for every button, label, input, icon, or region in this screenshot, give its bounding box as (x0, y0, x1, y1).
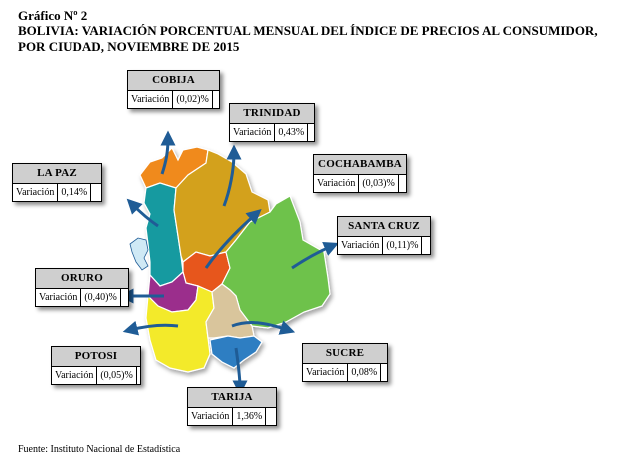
city-name: SANTA CRUZ (338, 217, 430, 237)
variation-value: 0,14% (58, 184, 91, 201)
variation-label: Variación (188, 408, 233, 425)
variation-label: Variación (52, 367, 97, 384)
source-note: Fuente: Instituto Nacional de Estadística (18, 444, 181, 455)
variation-value: (0,02)% (173, 91, 213, 108)
variation-value: (0,03)% (359, 175, 399, 192)
city-box-potosi (51, 346, 141, 385)
variation-label: Variación (338, 237, 383, 254)
city-name: POTOSI (52, 347, 140, 367)
city-name: TRINIDAD (230, 104, 314, 124)
city-name: LA PAZ (13, 164, 101, 184)
city-box-cobija (127, 70, 220, 109)
city-box-sucre (302, 343, 388, 382)
city-name: ORURO (36, 269, 128, 289)
lake-titicaca (130, 238, 148, 270)
variation-value: 1,36% (233, 408, 266, 425)
city-box-santacruz (337, 216, 431, 255)
city-box-oruro (35, 268, 129, 307)
figure-label: Gráfico Nº 2 (18, 8, 88, 23)
city-box-tarija (187, 387, 277, 426)
variation-label: Variación (314, 175, 359, 192)
variation-value: 0,08% (348, 364, 381, 381)
variation-label: Variación (303, 364, 348, 381)
variation-label: Variación (230, 124, 275, 141)
variation-value: 0,43% (275, 124, 308, 141)
city-name: TARIJA (188, 388, 276, 408)
variation-value: (0,40)% (81, 289, 121, 306)
chart-title: BOLIVIA: VARIACIÓN PORCENTUAL MENSUAL DEL ÍNDICE DE PRECIOS AL CONSUMIDOR, POR CIUDAD, NOVIEMBRE DE 2015 (18, 23, 598, 54)
city-name: COCHABAMBA (314, 155, 406, 175)
variation-label: Variación (13, 184, 58, 201)
variation-value: (0,05)% (97, 367, 137, 384)
city-name: SUCRE (303, 344, 387, 364)
city-name: COBIJA (128, 71, 219, 91)
city-box-lapaz (12, 163, 102, 202)
variation-label: Variación (128, 91, 173, 108)
variation-value: (0,11)% (383, 237, 422, 254)
city-box-cochabamba (313, 154, 407, 193)
variation-label: Variación (36, 289, 81, 306)
city-box-trinidad (229, 103, 315, 142)
